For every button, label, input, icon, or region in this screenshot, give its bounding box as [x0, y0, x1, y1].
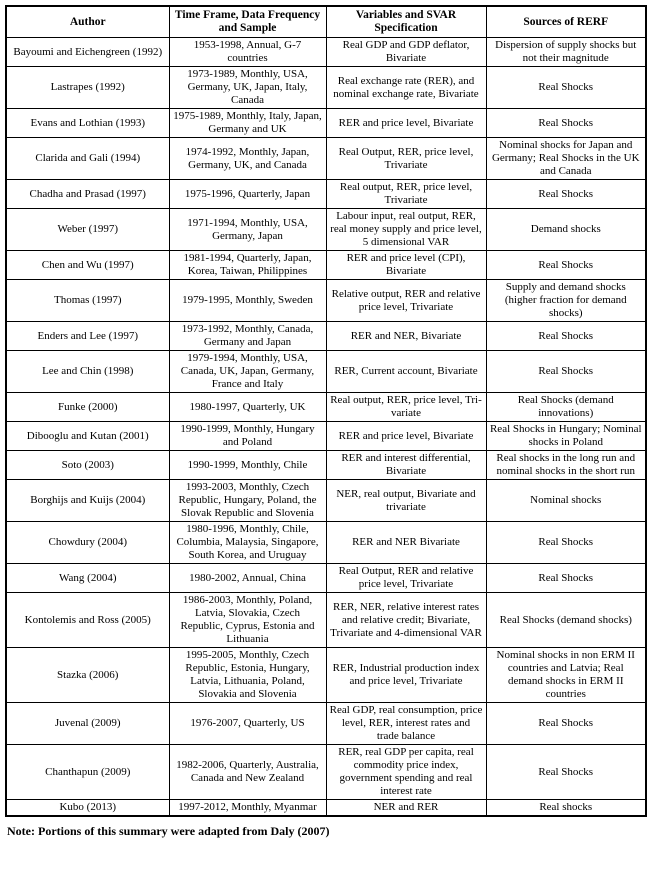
table-row [6, 393, 646, 422]
table-cell: Real Shocks [486, 109, 646, 138]
table-cell: Real Output, RER, price level, Trivariate [326, 138, 486, 180]
table-cell: 1990-1999, Monthly, Chile [169, 451, 326, 480]
table-cell: Real GDP and GDP deflator, Bivariate [326, 38, 486, 67]
table-row [6, 648, 646, 703]
table-row [6, 109, 646, 138]
table-cell: Lee and Chin (1998) [6, 351, 169, 393]
table-cell: Clarida and Gali (1994) [6, 138, 169, 180]
table-cell: RER, NER, relative interest rates and relative credit; Bivariate, Trivariate and 4-dimensional VAR [326, 593, 486, 648]
table-note: Note: Portions of this summary were adapted from Daly (2007) [7, 824, 330, 838]
table-cell: Wang (2004) [6, 564, 169, 593]
table-cell: Real Shocks [486, 180, 646, 209]
col-header-timeframe: Time Frame, Data Frequency and Sample [169, 6, 326, 38]
table-cell: Chowdury (2004) [6, 522, 169, 564]
table-row [6, 745, 646, 800]
table-cell: RER, Current account, Bivariate [326, 351, 486, 393]
table-cell: Real shocks in the long run and nominal shocks in the short run [486, 451, 646, 480]
table-cell: RER and price level, Bivariate [326, 109, 486, 138]
table-row [6, 800, 646, 817]
table-cell: RER, Industrial production index and price level, Trivariate [326, 648, 486, 703]
table-row [6, 351, 646, 393]
table-row [6, 593, 646, 648]
table-cell: 1980-1996, Monthly, Chile, Columbia, Malaysia, Singapore, South Korea, and Uruguay [169, 522, 326, 564]
table-cell: Kontolemis and Ross (2005) [6, 593, 169, 648]
table-row [6, 522, 646, 564]
table-cell: 1975-1996, Quarterly, Japan [169, 180, 326, 209]
table-cell: Relative output, RER and relative price level, Trivariate [326, 280, 486, 322]
table-cell: Bayoumi and Eichengreen (1992) [6, 38, 169, 67]
table-cell: Stazka (2006) [6, 648, 169, 703]
table-row [6, 251, 646, 280]
table-cell: Dispersion of supply shocks but not their magnitude [486, 38, 646, 67]
table-cell: Chen and Wu (1997) [6, 251, 169, 280]
header-row [6, 6, 646, 38]
table-cell: Real Shocks (demand shocks) [486, 593, 646, 648]
table-cell: Real output, RER, price level, Tri-variate [326, 393, 486, 422]
table-cell: Real Shocks [486, 351, 646, 393]
table-cell: Funke (2000) [6, 393, 169, 422]
table-cell: Chanthapun (2009) [6, 745, 169, 800]
table-cell: Real Shocks [486, 745, 646, 800]
table-cell: 1986-2003, Monthly, Poland, Latvia, Slovakia, Czech Republic, Cyprus, Estonia and Lithuania [169, 593, 326, 648]
table-cell: Real Shocks [486, 67, 646, 109]
table-cell: Nominal shocks [486, 480, 646, 522]
table-cell: Real Shocks [486, 564, 646, 593]
table-cell: 1971-1994, Monthly, USA, Germany, Japan [169, 209, 326, 251]
table-cell: 1973-1992, Monthly, Canada, Germany and Japan [169, 322, 326, 351]
table-cell: Real Shocks [486, 251, 646, 280]
table-cell: Nominal shocks in non ERM II countries and Latvia; Real demand shocks in ERM II countries [486, 648, 646, 703]
table-row [6, 422, 646, 451]
table-cell: Real Shocks (demand innovations) [486, 393, 646, 422]
table-row [6, 703, 646, 745]
table-cell: 1982-2006, Quarterly, Australia, Canada and New Zealand [169, 745, 326, 800]
table-cell: 1979-1995, Monthly, Sweden [169, 280, 326, 322]
table-cell: RER and NER Bivariate [326, 522, 486, 564]
table-row [6, 67, 646, 109]
table-cell: Evans and Lothian (1993) [6, 109, 169, 138]
table-row [6, 451, 646, 480]
table-cell: Labour input, real output, RER, real money supply and price level, 5 dimensional VAR [326, 209, 486, 251]
table-cell: 1995-2005, Monthly, Czech Republic, Estonia, Hungary, Latvia, Lithuania, Poland, Slovakia and Slovenia [169, 648, 326, 703]
table-cell: Juvenal (2009) [6, 703, 169, 745]
table-cell: Supply and demand shocks (higher fraction for demand shocks) [486, 280, 646, 322]
table-cell: 1990-1999, Monthly, Hungary and Poland [169, 422, 326, 451]
table-cell: 1981-1994, Quarterly, Japan, Korea, Taiwan, Philippines [169, 251, 326, 280]
table-cell: Real Shocks [486, 703, 646, 745]
table-cell: Chadha and Prasad (1997) [6, 180, 169, 209]
table-cell: Demand shocks [486, 209, 646, 251]
table-cell: 1997-2012, Monthly, Myanmar [169, 800, 326, 817]
table-cell: Real Shocks [486, 522, 646, 564]
table-cell: NER and RER [326, 800, 486, 817]
table-cell: Kubo (2013) [6, 800, 169, 817]
table-cell: Real Shocks [486, 322, 646, 351]
table-cell: RER, real GDP per capita, real commodity price index, government spending and real interest rate [326, 745, 486, 800]
table-cell: Soto (2003) [6, 451, 169, 480]
table-cell: 1979-1994, Monthly, USA, Canada, UK, Japan, Germany, France and Italy [169, 351, 326, 393]
table-cell: RER and price level (CPI), Bivariate [326, 251, 486, 280]
table-cell: Real output, RER, price level, Trivariate [326, 180, 486, 209]
table-cell: 1976-2007, Quarterly, US [169, 703, 326, 745]
table-cell: Weber (1997) [6, 209, 169, 251]
table-row [6, 38, 646, 67]
col-header-sources: Sources of RERF [486, 6, 646, 38]
table-row [6, 138, 646, 180]
table-cell: 1974-1992, Monthly, Japan, Germany, UK, and Canada [169, 138, 326, 180]
table-cell: 1980-2002, Annual, China [169, 564, 326, 593]
table-cell: RER and NER, Bivariate [326, 322, 486, 351]
table-cell: Enders and Lee (1997) [6, 322, 169, 351]
table-row [6, 480, 646, 522]
table-cell: Nominal shocks for Japan and Germany; Real Shocks in the UK and Canada [486, 138, 646, 180]
table-cell: RER and price level, Bivariate [326, 422, 486, 451]
table-cell: 1993-2003, Monthly, Czech Republic, Hungary, Poland, the Slovak Republic and Slovenia [169, 480, 326, 522]
table-cell: NER, real output, Bivariate and trivariate [326, 480, 486, 522]
svar-literature-summary-table [5, 5, 647, 817]
table-cell: 1953-1998, Annual, G-7 countries [169, 38, 326, 67]
table-cell: 1973-1989, Monthly, USA, Germany, UK, Japan, Italy, Canada [169, 67, 326, 109]
table-cell: Dibooglu and Kutan (2001) [6, 422, 169, 451]
table-cell: Real Output, RER and relative price level, Trivariate [326, 564, 486, 593]
table-cell: Real Shocks in Hungary; Nominal shocks in Poland [486, 422, 646, 451]
table-cell: 1975-1989, Monthly, Italy, Japan, Germany and UK [169, 109, 326, 138]
table-row [6, 564, 646, 593]
col-header-variables: Variables and SVAR Specification [326, 6, 486, 38]
col-header-author: Author [6, 6, 169, 38]
table-cell: Thomas (1997) [6, 280, 169, 322]
table-row [6, 280, 646, 322]
table-cell: 1980-1997, Quarterly, UK [169, 393, 326, 422]
table-cell: Real exchange rate (RER), and nominal exchange rate, Bivariate [326, 67, 486, 109]
table-row [6, 180, 646, 209]
table-body [6, 38, 646, 817]
table-row [6, 322, 646, 351]
table-cell: Real GDP, real consumption, price level, RER, interest rates and trade balance [326, 703, 486, 745]
table-cell: Borghijs and Kuijs (2004) [6, 480, 169, 522]
table-cell: Lastrapes (1992) [6, 67, 169, 109]
table-row [6, 209, 646, 251]
table-cell: RER and interest differential, Bivariate [326, 451, 486, 480]
table-cell: Real shocks [486, 800, 646, 817]
